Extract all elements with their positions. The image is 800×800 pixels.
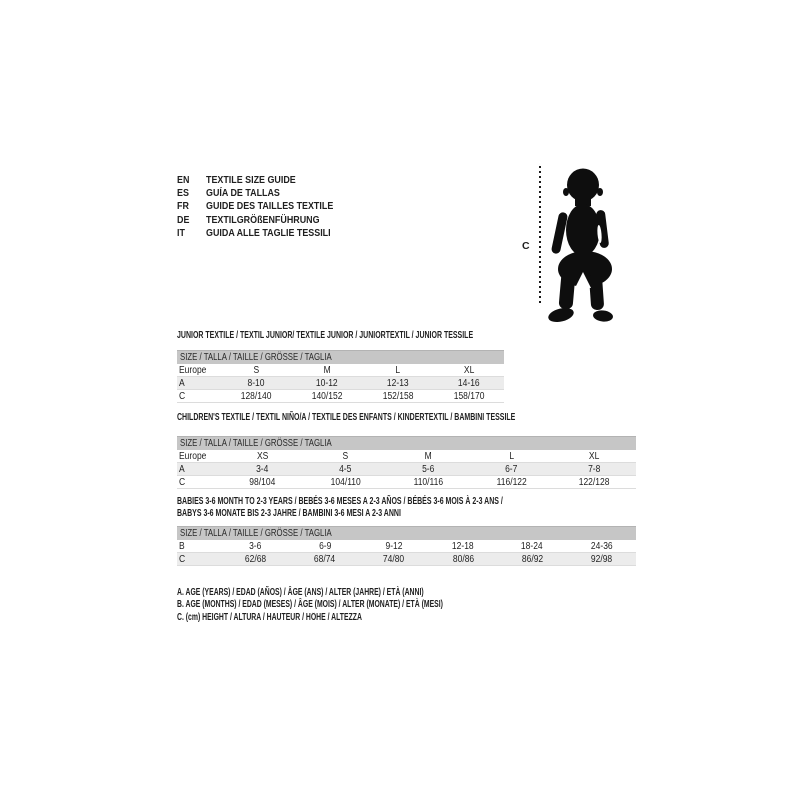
value-cell [292,364,363,377]
table-row [177,476,636,489]
value-text: 3-6 [249,540,262,552]
value-text: 10-12 [316,377,338,389]
value-text: 3-4 [256,463,269,475]
value-cell [387,463,470,476]
value-cell [498,540,567,553]
size-table-section [177,496,642,566]
row-label-cell [177,553,221,566]
size-header-row [177,527,636,541]
value-cell [470,450,553,463]
language-code: IT [177,227,185,240]
value-cell [470,463,553,476]
row-label-cell [177,540,221,553]
value-text: 104/110 [330,476,361,488]
footnote-text: C. (cm) HEIGHT / ALTURA / HAUTEUR / HÖHE / ALTEZZA [177,611,362,623]
value-cell [304,450,387,463]
footnote-line [177,587,557,599]
value-cell [221,364,292,377]
language-label: TEXTILE SIZE GUIDE [206,173,296,186]
table-title [177,330,600,342]
size-table [177,350,504,403]
row-label: C [179,553,186,565]
value-text: S [253,364,260,376]
value-text: L [395,364,401,376]
value-text: 5-6 [422,463,435,475]
footnote-line [177,599,557,611]
value-cell [304,476,387,489]
value-cell [221,390,292,403]
row-label: A [179,377,185,389]
toddler-silhouette-icon [546,168,614,323]
size-header-cell [177,351,504,365]
value-text: 152/158 [382,390,414,402]
table-row [177,463,636,476]
value-cell [359,540,428,553]
value-text: 86/92 [521,553,543,565]
value-cell [428,553,497,566]
row-label: Europe [179,450,207,462]
row-label-cell [177,390,221,403]
value-cell [221,450,304,463]
value-cell [387,450,470,463]
value-text: 62/68 [244,553,267,565]
row-label: A [179,463,185,475]
footnotes [177,587,557,624]
table-title-text: CHILDREN'S TEXTILE / TEXTIL NIÑO/A / TEXTILE DES ENFANTS / KINDERTEXTIL / BAMBINI TESSILE [177,412,516,423]
table-row [177,553,636,566]
size-table [177,526,636,566]
value-text: 68/74 [314,553,336,565]
table-title [177,412,660,424]
row-label: C [179,476,186,488]
value-text: 110/116 [413,476,444,488]
size-table-section [177,330,600,403]
value-cell [553,463,636,476]
size-header-row [177,351,504,365]
footnote-text: A. AGE (YEARS) / EDAD (AÑOS) / ÂGE (ANS) / ALTER (JAHRE) / ETÀ (ANNI) [177,587,424,598]
value-text: 6-7 [505,463,518,475]
language-row [177,213,356,226]
value-cell [567,540,636,553]
footnote-line [177,612,557,624]
value-text: XL [463,364,474,376]
value-text: XL [589,450,600,462]
value-cell [553,476,636,489]
value-cell [363,377,434,390]
size-header-text: SIZE / TALLA / TAILLE / GRÖSSE / TAGLIA [180,352,332,363]
language-label: GUÍA DE TALLAS [206,187,280,200]
language-code: FR [177,200,189,213]
size-header-cell [177,437,636,451]
value-cell [567,553,636,566]
value-text: M [424,450,433,462]
value-text: 122/128 [579,476,610,488]
row-label-cell [177,463,221,476]
language-row [177,227,356,240]
value-cell [553,450,636,463]
value-text: 128/140 [241,390,272,402]
table-row [177,390,504,403]
language-label: GUIDE DES TAILLES TEXTILE [206,200,334,213]
value-text: 98/104 [249,476,276,488]
row-label-cell [177,476,221,489]
value-cell [433,364,504,377]
table-title-text: BABIES 3-6 MONTH TO 2-3 YEARS / BEBÉS 3-6 MESES A 2-3 AÑOS / BÉBÉS 3-6 MOIS À 2-3 ANS / [177,496,503,507]
language-label: TEXTILGRÖßENFÜHRUNG [206,213,320,226]
size-header-row [177,437,636,451]
value-cell [433,390,504,403]
height-measure-line [539,166,541,306]
value-cell [290,540,359,553]
language-row [177,200,356,213]
table-row [177,450,636,463]
value-cell [221,540,290,553]
value-text: 14-16 [457,377,480,389]
value-text: 6-9 [318,540,331,552]
language-row [177,186,356,199]
value-text: 8-10 [247,377,265,389]
row-label-cell [177,450,221,463]
size-table-section [177,412,660,489]
value-text: 74/80 [383,553,405,565]
size-header-cell [177,527,636,541]
value-cell [363,364,434,377]
value-cell [290,553,359,566]
value-text: 18-24 [521,540,544,552]
table-title-text: BABYS 3-6 MONATE BIS 2-3 JAHRE / BAMBINI 3-6 MESI A 2-3 ANNI [177,508,401,519]
table-title [177,508,642,520]
language-code: DE [177,213,190,226]
footnote-text: B. AGE (MONTHS) / EDAD (MESES) / ÂGE (MOIS) / ALTER (MONATE) / ETÀ (MESI) [177,599,443,611]
value-cell [292,377,363,390]
table-title [177,496,642,508]
value-text: 12-13 [386,377,409,389]
value-text: 92/98 [590,553,613,565]
value-text: M [323,364,331,376]
value-text: 116/122 [496,476,527,488]
value-cell [221,463,304,476]
value-cell [292,390,363,403]
value-cell [221,377,292,390]
value-text: L [509,450,514,462]
value-cell [470,476,553,489]
value-text: 158/170 [453,390,484,402]
row-label-cell [177,377,221,390]
value-cell [498,553,567,566]
value-text: S [342,450,349,462]
size-header-text: SIZE / TALLA / TAILLE / GRÖSSE / TAGLIA [180,438,332,449]
row-label-cell [177,364,221,377]
language-code: ES [177,187,189,200]
height-label: C [522,240,530,252]
table-title-text: JUNIOR TEXTILE / TEXTIL JUNIOR/ TEXTILE JUNIOR / JUNIORTEXTIL / JUNIOR TESSILE [177,330,474,341]
row-label: Europe [179,364,207,376]
table-row [177,377,504,390]
row-label: B [179,540,185,552]
row-label: C [179,390,186,402]
table-row [177,540,636,553]
value-cell [387,476,470,489]
table-row [177,364,504,377]
size-header-text: SIZE / TALLA / TAILLE / GRÖSSE / TAGLIA [180,528,332,539]
value-cell [221,553,290,566]
value-cell [304,463,387,476]
language-row [177,173,356,186]
value-text: 9-12 [385,540,403,552]
value-text: 4-5 [339,463,352,475]
value-text: 7-8 [588,463,601,475]
value-text: 12-18 [452,540,474,552]
language-list [177,173,356,240]
value-cell [221,476,304,489]
value-text: 80/86 [452,553,474,565]
language-label: GUIDA ALLE TAGLIE TESSILI [206,227,331,240]
value-text: 24-36 [590,540,613,552]
language-code: EN [177,173,190,186]
value-cell [428,540,497,553]
value-cell [359,553,428,566]
size-table [177,436,636,489]
value-text: XS [256,450,269,462]
value-cell [433,377,504,390]
value-text: 140/152 [311,390,343,402]
value-cell [363,390,434,403]
